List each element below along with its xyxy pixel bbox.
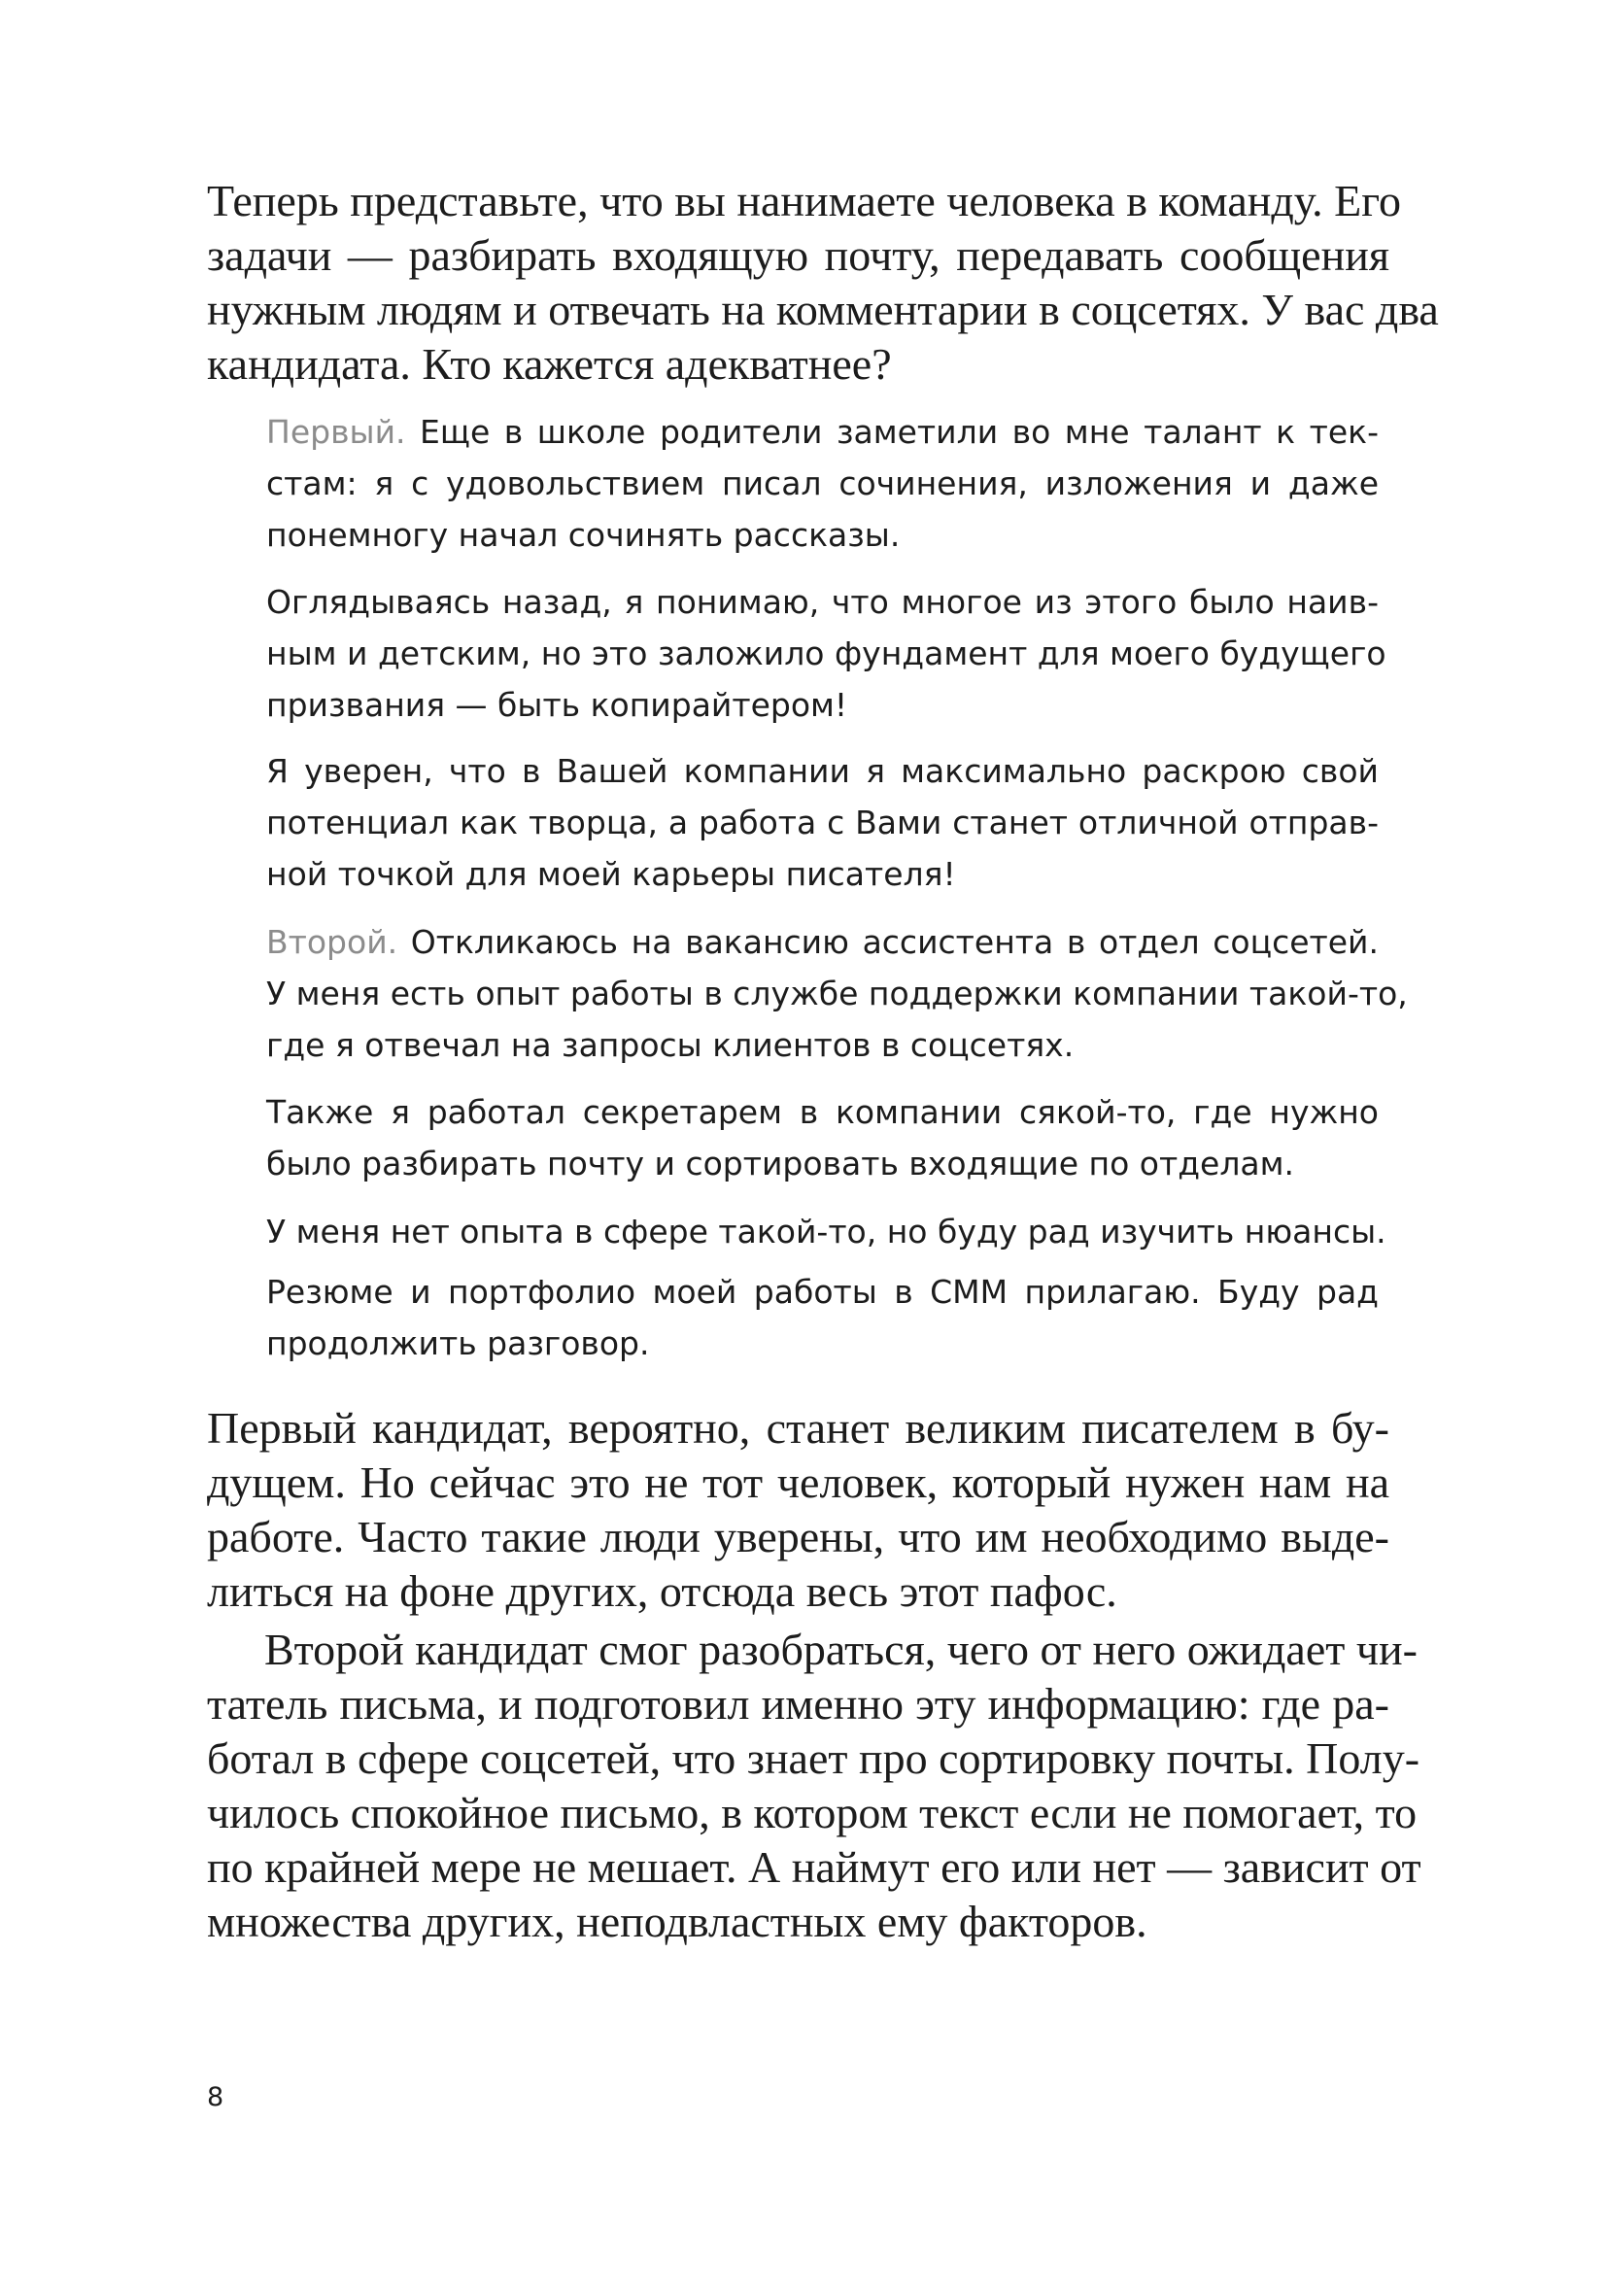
second-letter-paragraph-2	[266, 1093, 1379, 1199]
text-line: задачи — разбирать входящую почту, передавать сообщения	[207, 230, 1389, 280]
text-line: Я уверен, что в Вашей компании я максимально раскрою свой	[266, 752, 1379, 790]
text-line: ной точкой для моей карьеры писателя!	[266, 855, 956, 893]
first-letter-paragraph-2	[266, 583, 1386, 740]
text-line: призвания — быть копирайтером!	[266, 686, 848, 724]
intro-paragraph	[207, 176, 1439, 396]
text-fragment: Откликаюсь на вакансию ассистента в отдел соцсетей.	[397, 923, 1379, 961]
text-line: нужным людям и отвечать на комментарии в соцсетях. У вас два	[207, 285, 1439, 334]
text-line: множества других, неподвластных ему факторов.	[207, 1897, 1147, 1946]
text-line: кандидата. Кто кажется адекватнее?	[207, 339, 892, 389]
text-line: У меня нет опыта в сфере такой-то, но буду рад изучить нюансы.	[266, 1213, 1386, 1251]
text-line: литься на фоне других, отсюда весь этот пафос.	[207, 1566, 1117, 1616]
first-letter-paragraph-3	[266, 752, 1379, 909]
text-line	[266, 923, 1379, 977]
text-line: У меня есть опыт работы в службе поддержки компании такой-то,	[266, 975, 1408, 1012]
text-line: Резюме и портфолио моей работы в СММ прилагаю. Буду рад	[266, 1273, 1379, 1311]
conclusion-paragraph-1	[207, 1403, 1389, 1624]
text-line: Также я работал секретарем в компании сякой-то, где нужно	[266, 1093, 1379, 1131]
text-line: Первый кандидат, вероятно, станет великим писателем в бу-	[207, 1403, 1389, 1453]
text-line: Теперь представьте, что вы нанимаете человека в команду. Его	[207, 176, 1401, 225]
second-letter-paragraph-4	[266, 1273, 1379, 1379]
page-number: 8	[207, 2082, 224, 2112]
speaker-label-second: Второй.	[266, 923, 398, 961]
text-line: было разбирать почту и сортировать входящие по отделам.	[266, 1145, 1295, 1182]
text-line: потенциал как творца, а работа с Вами станет отличной отправ-	[266, 804, 1379, 841]
second-letter-paragraph-1	[266, 923, 1408, 1080]
text-line: понемногу начал сочинять рассказы.	[266, 516, 901, 554]
text-line: татель письма, и подготовил именно эту информацию: где ра-	[207, 1679, 1389, 1729]
text-line: дущем. Но сейчас это не тот человек, который нужен нам на	[207, 1457, 1389, 1507]
second-letter-paragraph-3	[266, 1213, 1386, 1267]
text-line: чилось спокойное письмо, в котором текст если не помогает, то	[207, 1788, 1418, 1837]
text-line: ным и детским, но это заложило фундамент для моего будущего	[266, 634, 1386, 672]
text-line: где я отвечал на запросы клиентов в соцсетях.	[266, 1026, 1075, 1064]
text-line: Оглядываясь назад, я понимаю, что многое из этого было наив-	[266, 583, 1379, 621]
first-letter-paragraph-1	[266, 413, 1379, 570]
text-fragment: Еще в школе родители заметили во мне талант к тек-	[405, 413, 1379, 451]
text-line: стам: я с удовольствием писал сочинения, изложения и даже	[266, 464, 1379, 502]
speaker-label-first: Первый.	[266, 413, 406, 451]
text-line: работе. Часто такие люди уверены, что им необходимо выде-	[207, 1512, 1389, 1561]
text-line	[266, 413, 1379, 467]
text-line: Второй кандидат смог разобраться, чего от него ожидает чи-	[264, 1625, 1418, 1674]
text-line: продолжить разговор.	[266, 1324, 650, 1362]
text-line: по крайней мере не мешает. А наймут его или нет — зависит от	[207, 1842, 1421, 1892]
text-line: ботал в сфере соцсетей, что знает про сортировку почты. Полу-	[207, 1733, 1420, 1783]
conclusion-paragraph-2	[207, 1625, 1421, 1954]
